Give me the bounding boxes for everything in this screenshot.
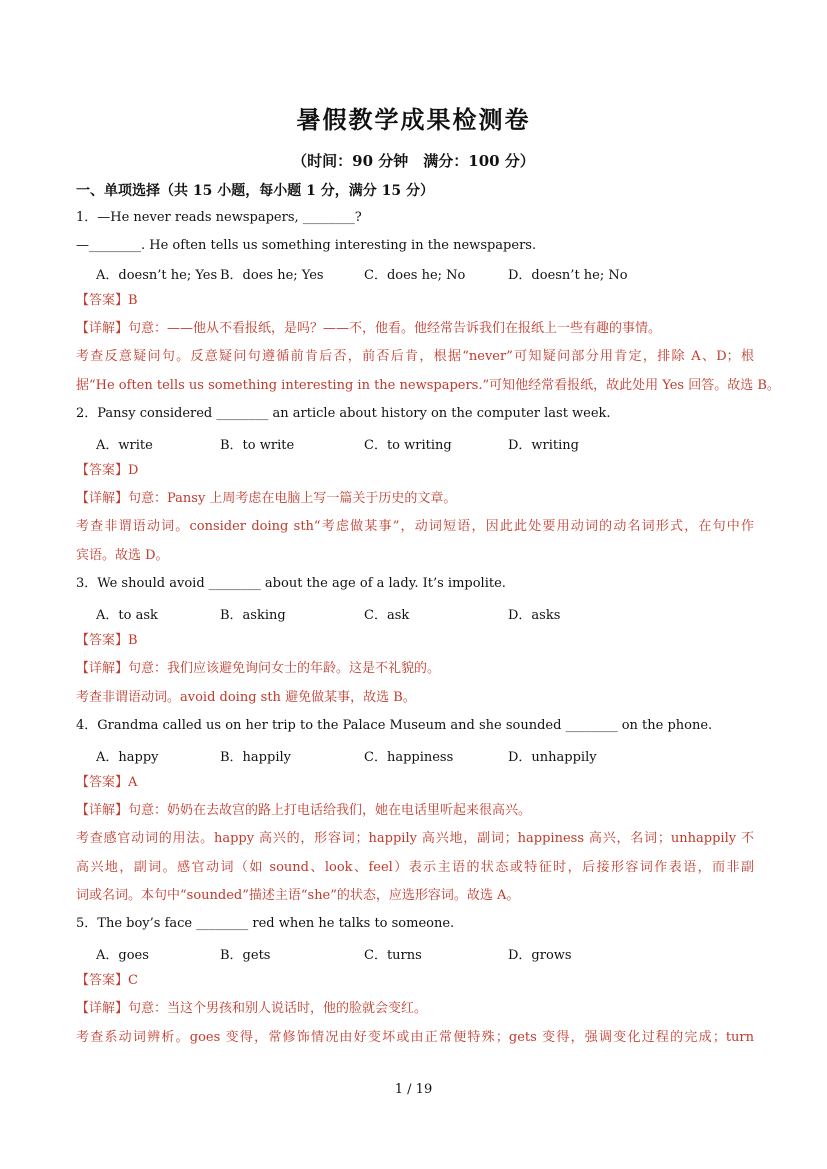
question-1-options bbox=[96, 264, 696, 282]
detail-1-line-2: 考查反意疑问句。反意疑问句遵循前肯后否，前否后肯，根据“never”可知疑问部分用肯定，排除 A、D；根 bbox=[76, 349, 754, 364]
page-title: 暑假教学成果检测卷 bbox=[296, 105, 531, 134]
option-a: A．doesn’t he; Yes bbox=[96, 268, 218, 283]
option-d: D．grows bbox=[508, 948, 572, 963]
question-1-stem-2: —________. He often tells us something interesting in the newspapers. bbox=[76, 238, 537, 253]
option-d: D．doesn’t he; No bbox=[508, 268, 628, 283]
detail-4-line-2: 考查感官动词的用法。happy 高兴的，形容词；happily 高兴地，副词；happiness 高兴，名词；unhappily 不 bbox=[76, 831, 754, 846]
answer-4: 【答案】A bbox=[76, 775, 138, 790]
option-a: A．write bbox=[96, 438, 153, 453]
question-2-options bbox=[96, 434, 696, 452]
option-a: A．to ask bbox=[96, 608, 158, 623]
detail-4-line-3: 高兴地，副词。感官动词（如 sound、look、feel）表示主语的状态或特征时，后接形容词作表语，而非副 bbox=[76, 860, 754, 875]
option-c: C．turns bbox=[364, 948, 422, 963]
question-5-stem: 5．The boy’s face ________ red when he talks to someone. bbox=[76, 916, 455, 931]
detail-2-line-3: 宾语。故选 D。 bbox=[76, 548, 169, 563]
detail-2-line-1: 【详解】句意：Pansy 上周考虑在电脑上写一篇关于历史的文章。 bbox=[76, 491, 457, 506]
detail-4-line-1: 【详解】句意：奶奶在去故宫的路上打电话给我们，她在电话里听起来很高兴。 bbox=[76, 803, 532, 818]
detail-4-line-4: 词或名词。本句中“sounded”描述主语“she”的状态，应选形容词。故选 A。 bbox=[76, 888, 520, 903]
option-b: B．to write bbox=[220, 438, 295, 453]
answer-2: 【答案】D bbox=[76, 463, 139, 478]
question-2-stem: 2．Pansy considered ________ an article about history on the computer last week. bbox=[76, 406, 611, 421]
section-heading: 一、单项选择（共 15 小题，每小题 1 分，满分 15 分） bbox=[76, 183, 434, 199]
detail-3-line-1: 【详解】句意：我们应该避免询问女士的年龄。这是不礼貌的。 bbox=[76, 661, 441, 676]
detail-1-line-3: 据“He often tells us something interesting in the newspapers.”可知他经常看报纸，故此处用 Yes 回答。故选 B。 bbox=[76, 378, 780, 393]
detail-2-line-2: 考查非谓语动词。consider doing sth“考虑做某事”，动词短语，因此此处要用动词的动名词形式，在句中作 bbox=[76, 519, 754, 534]
option-c: C．happiness bbox=[364, 750, 454, 765]
option-d: D．unhappily bbox=[508, 750, 597, 765]
option-b: B．happily bbox=[220, 750, 291, 765]
question-4-stem: 4．Grandma called us on her trip to the Palace Museum and she sounded ________ on the phone. bbox=[76, 718, 713, 733]
question-5-options bbox=[96, 944, 696, 962]
option-a: A．happy bbox=[96, 750, 159, 765]
detail-3-line-2: 考查非谓语动词。avoid doing sth 避免做某事，故选 B。 bbox=[76, 690, 416, 705]
exam-info: （时间：90 分钟 满分：100 分） bbox=[292, 152, 535, 170]
option-b: B．asking bbox=[220, 608, 286, 623]
answer-3: 【答案】B bbox=[76, 633, 138, 648]
option-d: D．writing bbox=[508, 438, 579, 453]
question-3-options bbox=[96, 604, 696, 622]
question-1-stem: 1．—He never reads newspapers, ________? bbox=[76, 210, 362, 225]
question-4-options bbox=[96, 746, 696, 764]
option-c: C．ask bbox=[364, 608, 410, 623]
answer-5: 【答案】C bbox=[76, 973, 138, 988]
option-d: D．asks bbox=[508, 608, 561, 623]
option-c: C．to writing bbox=[364, 438, 452, 453]
page-number: 1 / 19 bbox=[394, 1082, 433, 1097]
detail-5-line-1: 【详解】句意：当这个男孩和别人说话时，他的脸就会变红。 bbox=[76, 1001, 428, 1016]
answer-1: 【答案】B bbox=[76, 293, 138, 308]
detail-5-line-2: 考查系动词辨析。goes 变得，常修饰情况由好变坏或由正常便特殊；gets 变得，强调变化过程的完成；turn bbox=[76, 1030, 754, 1045]
detail-1-line-1: 【详解】句意：——他从不看报纸，是吗？——不，他看。他经常告诉我们在报纸上一些有趣的事情。 bbox=[76, 321, 662, 336]
option-c: C．does he; No bbox=[364, 268, 466, 283]
option-b: B．does he; Yes bbox=[220, 268, 324, 283]
option-b: B．gets bbox=[220, 948, 271, 963]
option-a: A．goes bbox=[96, 948, 149, 963]
question-3-stem: 3．We should avoid ________ about the age of a lady. It’s impolite. bbox=[76, 576, 506, 591]
